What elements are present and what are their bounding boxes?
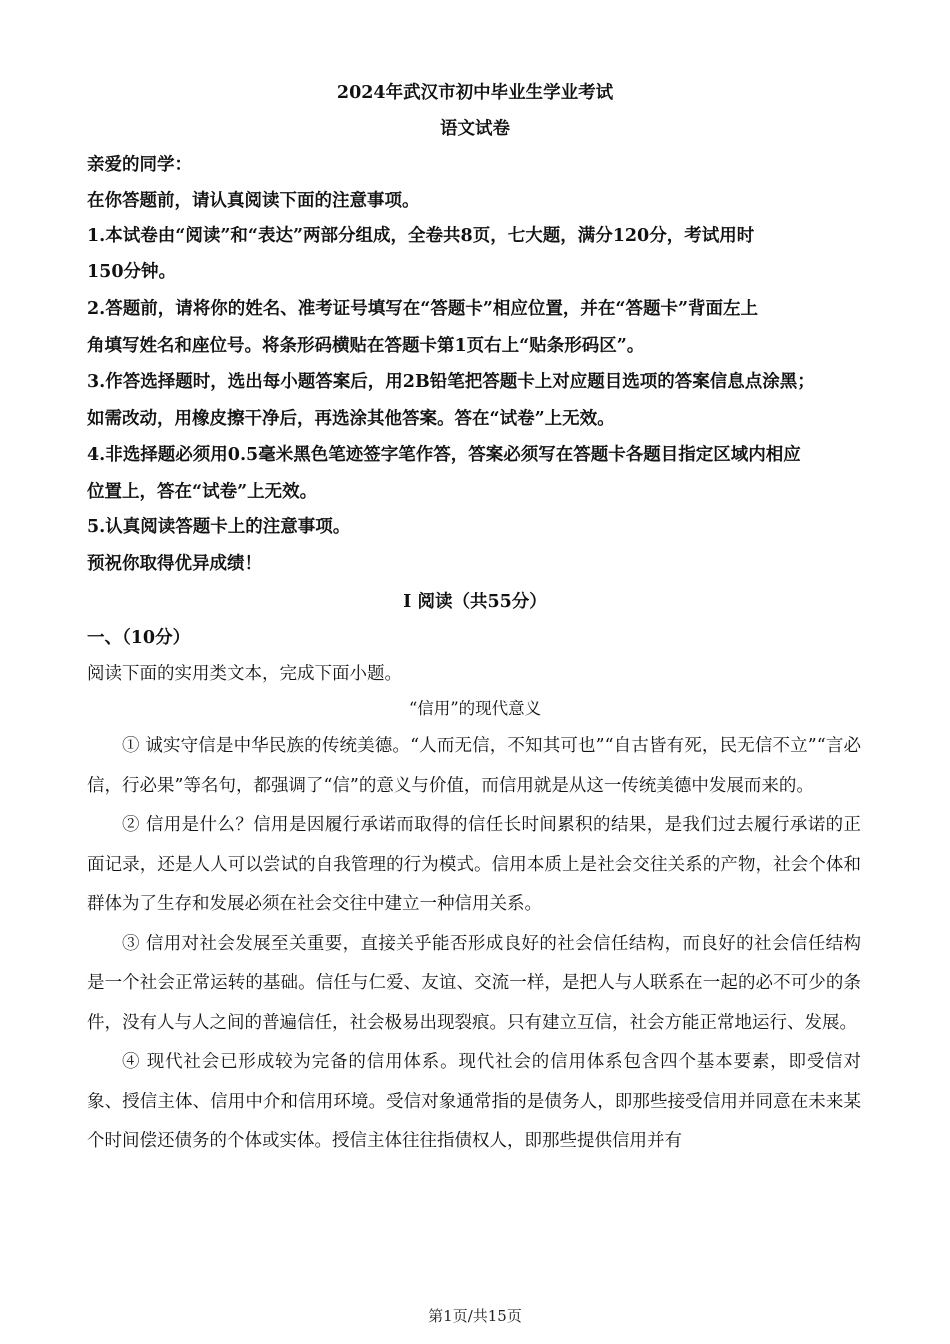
part-heading: Ⅰ 阅读（共55分） (403, 592, 547, 612)
instruction-item-3-line-1: 3.作答选择题时，选出每小题答案后，用2B铅笔把答题卡上对应题目选项的答案信息点涂黑； (87, 372, 815, 392)
article-paragraph: ② 信用是什么？信用是因履行承诺而取得的信任长时间累积的结果，是我们过去履行承诺的正面记录，还是人人可以尝试的自我管理的行为模式。信用本质上是社会交往关系的产物，社会个体和群体为了生存和发展必须在社会交往中建立一种信用关系。 (87, 815, 861, 914)
instruction-item-1-line-2: 150分钟。 (87, 262, 177, 282)
instruction-item-2-line-2: 角填写姓名和座位号。将条形码横贴在答题卡第1页右上“贴条形码区”。 (87, 336, 645, 356)
article-paragraph: ① 诚实守信是中华民族的传统美德。“人而无信，不知其可也”“自古皆有死，民无信不立”“言必信，行必果”等名句，都强调了“信”的意义与价值，而信用就是从这一传统美德中发展而来的。 (87, 736, 861, 796)
reading-prompt: 阅读下面的实用类文本，完成下面小题。 (87, 664, 402, 684)
instruction-item-4-line-1: 4.非选择题必须用0.5毫米黑色笔迹签字笔作答，答案必须写在答题卡各题目指定区域内相应 (87, 445, 801, 465)
exam-title: 2024年武汉市初中毕业生学业考试 (336, 83, 614, 103)
instruction-item-5: 5.认真阅读答题卡上的注意事项。 (87, 517, 351, 537)
page-footer: 第1页/共15页 (428, 1307, 522, 1325)
instruction-intro: 在你答题前，请认真阅读下面的注意事项。 (87, 191, 420, 211)
instruction-item-4-line-2: 位置上，答在“试卷”上无效。 (87, 482, 318, 502)
article-title: “信用”的现代意义 (408, 699, 542, 718)
instruction-item-1-line-1: 1.本试卷由“阅读”和“表达”两部分组成，全卷共8页，七大题，满分120分，考试用时 (87, 226, 755, 246)
article-paragraph: ③ 信用对社会发展至关重要，直接关乎能否形成良好的社会信任结构，而良好的社会信任结构是一个社会正常运转的基础。信任与仁爱、友谊、交流一样，是把人与人联系在一起的必不可少的条件，没有人与人之间的普遍信任，社会极易出现裂痕。只有建立互信，社会方能正常地运行、发展。 (87, 933, 861, 1033)
instruction-item-2-line-1: 2.答题前，请将你的姓名、准考证号填写在“答题卡”相应位置，并在“答题卡”背面左上 (87, 299, 759, 319)
closing-wish: 预祝你取得优异成绩！ (87, 554, 262, 574)
section-label: 一、（10分） (87, 628, 191, 648)
article-body (87, 727, 861, 1162)
greeting: 亲爱的同学： (87, 155, 192, 175)
article-paragraph: ④ 现代社会已形成较为完备的信用体系。现代社会的信用体系包含四个基本要素，即受信对象、授信主体、信用中介和信用环境。受信对象通常指的是债务人，即那些接受信用并同意在未来某个时间偿还债务的个体或实体。授信主体往往指债权人，即那些提供信用并有 (87, 1052, 861, 1151)
instruction-item-3-line-2: 如需改动，用橡皮擦干净后，再选涂其他答案。答在“试卷”上无效。 (87, 409, 615, 429)
subject-title: 语文试卷 (440, 119, 510, 139)
